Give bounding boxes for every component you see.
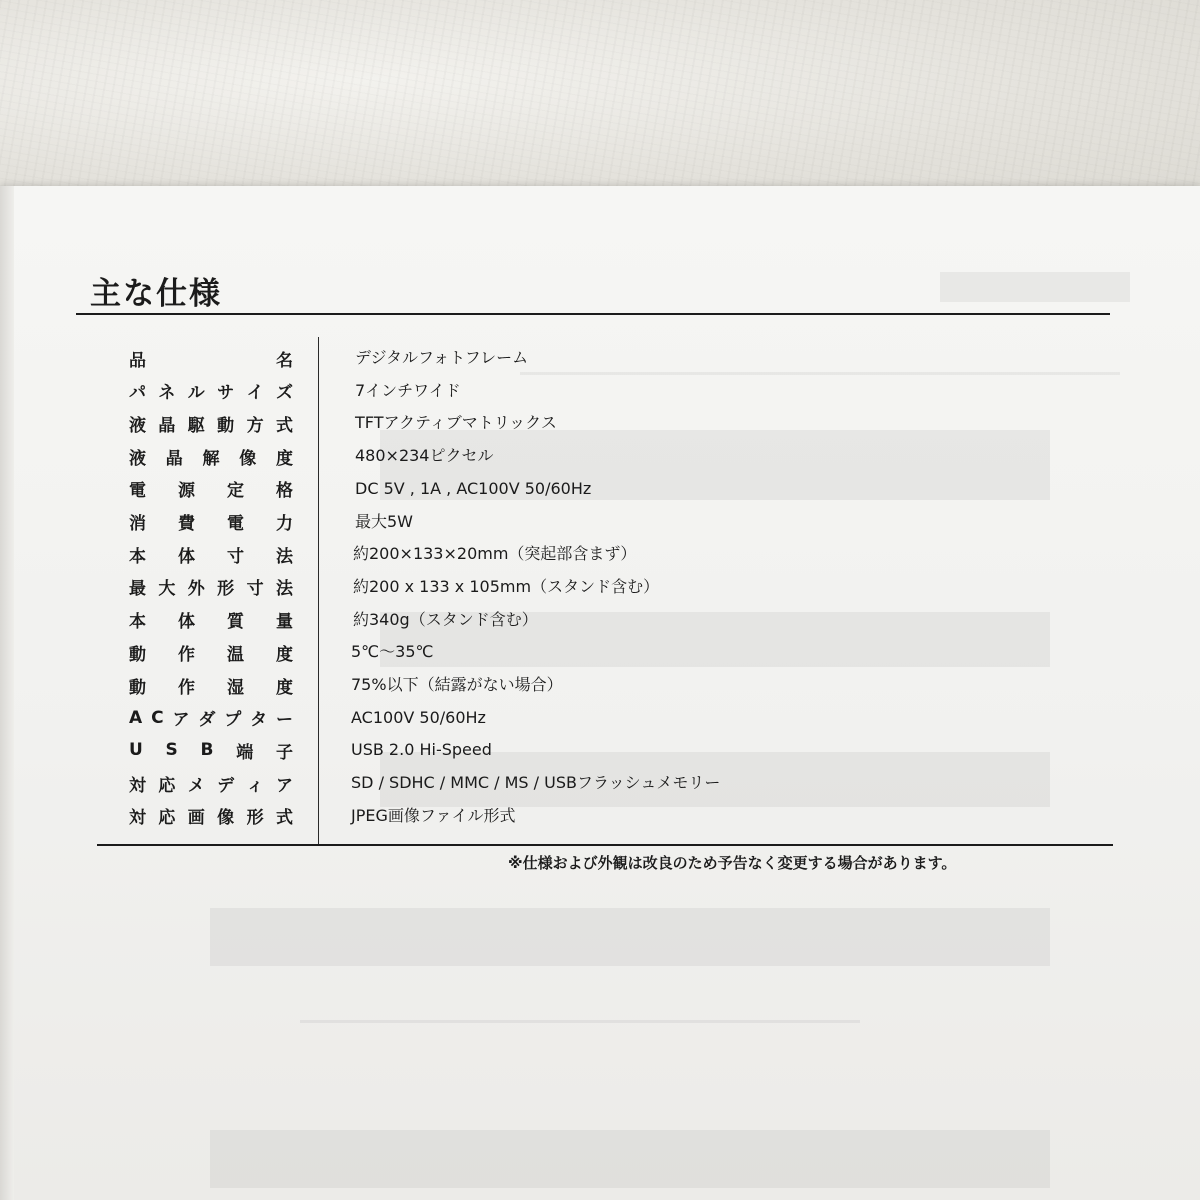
spec-label: 液 晶 駆 動 方 式: [129, 415, 293, 436]
spec-row: [97, 506, 1113, 538]
spec-table: [97, 337, 1113, 846]
spec-label: 対 応 メ デ ィ ア: [129, 775, 293, 796]
spec-label: パ ネ ル サ イ ズ: [129, 383, 293, 404]
cloth-background: [0, 0, 1200, 200]
spec-row: [97, 342, 1113, 374]
page-title: 主な仕様: [90, 276, 222, 312]
bleed-through-block: [940, 272, 1130, 302]
spec-row: [97, 440, 1113, 472]
spec-label: 動 作 湿 度: [129, 677, 293, 698]
spec-value: JPEG画像ファイル形式: [351, 805, 516, 825]
spec-value: 75%以下（結露がない場合）: [351, 675, 563, 694]
spec-label: 動 作 温 度: [129, 644, 293, 665]
spec-label: 電 源 定 格: [129, 481, 293, 502]
spec-value: 7インチワイド: [355, 380, 461, 400]
spec-row: [97, 473, 1113, 505]
spec-value: デジタルフォトフレーム: [355, 348, 529, 367]
spec-label: 消 費 電 力: [129, 514, 293, 534]
spec-row: [97, 604, 1113, 636]
spec-row: [97, 734, 1113, 766]
spec-label: 本 体 寸 法: [129, 546, 293, 567]
spec-row: [97, 767, 1113, 799]
bleed-through-block: [210, 908, 1050, 966]
spec-value: SD / SDHC / MMC / MS / USBフラッシュメモリー: [351, 773, 721, 793]
spec-value: AC100V 50/60Hz: [351, 707, 486, 727]
bleed-through-block: [210, 1130, 1050, 1188]
spec-row: [97, 636, 1113, 668]
spec-row: [97, 375, 1113, 407]
bleed-through-line: [300, 1020, 860, 1023]
footnote: ※仕様および外観は改良のため予告なく変更する場合があります。: [508, 854, 957, 872]
title-underline: [76, 313, 1110, 315]
spec-row: [97, 571, 1113, 603]
spec-label: 最 大 外 形 寸 法: [129, 579, 293, 600]
spec-value: 約340g（スタンド含む）: [353, 609, 538, 629]
spec-value: 480×234ピクセル: [355, 446, 494, 466]
spec-value: TFTアクティブマトリックス: [355, 413, 557, 433]
spec-value: USB 2.0 Hi-Speed: [351, 740, 492, 760]
spec-row: [97, 669, 1113, 701]
spec-value: 5℃～35℃: [351, 642, 434, 662]
page-edge: [0, 186, 14, 1200]
spec-label: A C ア ダ プ タ ー: [129, 707, 293, 731]
spec-label: 本 体 質 量: [129, 612, 293, 633]
spec-value: 約200×133×20mm（突起部含まず）: [353, 544, 637, 564]
spec-label: 対 応 画 像 形 式: [129, 808, 293, 829]
spec-row: [97, 538, 1113, 570]
spec-row: [97, 702, 1113, 734]
spec-label: 液 晶 解 像 度: [129, 448, 293, 469]
spec-value: DC 5V , 1A , AC100V 50/60Hz: [355, 478, 592, 498]
spec-label: 品 名: [129, 350, 293, 371]
spec-row: [97, 407, 1113, 439]
spec-row: [97, 800, 1113, 832]
spec-value: 約200 x 133 x 105mm（スタンド含む）: [353, 576, 660, 596]
spec-label: U S B 端 子: [129, 740, 293, 763]
spec-value: 最大5W: [355, 511, 414, 531]
